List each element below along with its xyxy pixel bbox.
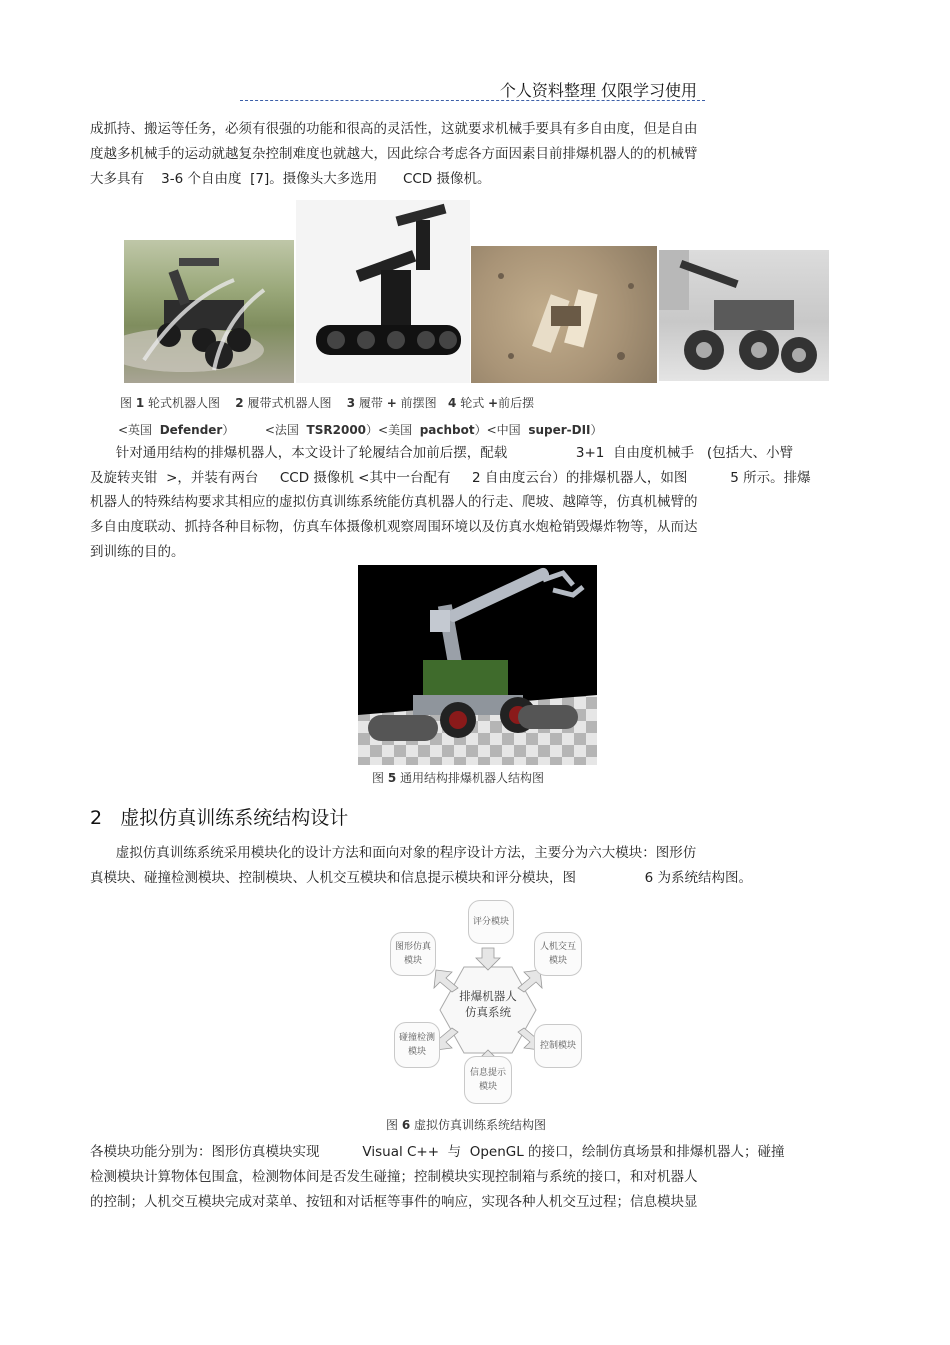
header-text: 个人资料整理 仅限学习使用 [499, 81, 697, 100]
paragraph-line: 成抓持、搬运等任务，必须有很强的功能和很高的灵活性，这就要求机械手要具有多自由度，但是自由 [90, 121, 698, 137]
wheeled-flipper-robot-photo [659, 250, 829, 381]
system-structure-diagram [388, 900, 588, 1105]
diagram-center-label: 排爆机器人 仿真系统 [459, 989, 517, 1019]
paragraph-line: 虚拟仿真训练系统采用模块化的设计方法和面向对象的程序设计方法，主要分为六大模块：图形仿 [90, 845, 697, 861]
figure6-caption: 图 6 虚拟仿真训练系统结构图 [386, 1118, 547, 1132]
module-info: 信息提示 模块 [464, 1056, 512, 1104]
page-header [240, 78, 705, 101]
wheeled-robot-photo [124, 240, 294, 383]
figure1-caption-line1: 图 1 轮式机器人图 2 履带式机器人图 3 履带 + 前摆图 4 轮式 +前后摆 [120, 396, 535, 410]
module-score: 评分模块 [468, 900, 514, 944]
paragraph-line: 各模块功能分别为：图形仿真模块实现 Visual C++ 与 OpenGL 的接口，绘制仿真场景和排爆机器人；碰撞 [90, 1144, 785, 1160]
figure1-caption-line2: <英国 Defender） <法国 TSR2000）<美国 pachbot）<中国 super-DII） [118, 423, 603, 437]
paragraph-line: 及旋转夹钳 >，并装有两台 CCD 摄像机 <其中一台配有 2 自由度云台）的排爆机器人，如图 5 所示。排爆 [90, 470, 811, 486]
module-graphics: 图形仿真 模块 [390, 932, 436, 976]
paragraph-line: 多自由度联动、抓持各种目标物，仿真车体摄像机观察周围环境以及仿真水炮枪销毁爆炸物等，从而达 [90, 519, 698, 535]
paragraph-line: 机器人的特殊结构要求其相应的虚拟仿真训练系统能仿真机器人的行走、爬坡、越障等，仿真机械臂的 [90, 494, 698, 510]
paragraph-line: 到训练的目的。 [90, 544, 185, 560]
paragraph-line: 真模块、碰撞检测模块、控制模块、人机交互模块和信息提示模块和评分模块，图 6 为系统结构图。 [90, 870, 753, 886]
robot-3d-render [358, 565, 597, 765]
module-control: 控制模块 [534, 1024, 582, 1068]
figure5-caption: 图 5 通用结构排爆机器人结构图 [372, 771, 545, 785]
paragraph-line: 大多具有 3-6 个自由度 [7]。摄像头大多选用 CCD 摄像机。 [90, 171, 491, 187]
tracked-flipper-robot-photo [471, 246, 657, 383]
paragraph-line: 度越多机械手的运动就越复杂控制难度也就越大，因此综合考虑各方面因素目前排爆机器人的的机械臂 [90, 146, 698, 162]
module-hci: 人机交互 模块 [534, 932, 582, 976]
module-collision: 碰撞检测 模块 [394, 1022, 440, 1068]
section-heading: 2 虚拟仿真训练系统结构设计 [90, 807, 349, 829]
paragraph-line: 针对通用结构的排爆机器人，本文设计了轮履结合加前后摆，配载 3+1 自由度机械手 (包括大、小臂 [90, 445, 794, 461]
paragraph-line: 的控制；人机交互模块完成对菜单、按钮和对话框等事件的响应，实现各种人机交互过程；信息模块显 [90, 1194, 698, 1210]
tracked-robot-photo [296, 200, 470, 383]
paragraph-line: 检测模块计算物体包围盒，检测物体间是否发生碰撞；控制模块实现控制箱与系统的接口，和对机器人 [90, 1169, 698, 1185]
